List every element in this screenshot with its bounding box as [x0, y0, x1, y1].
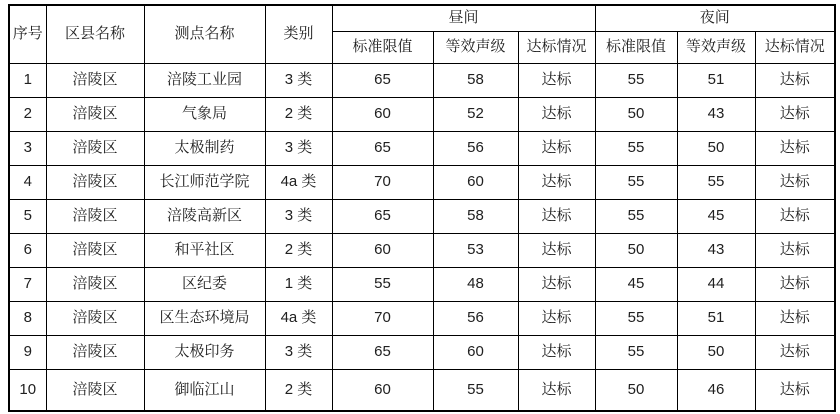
cell-category: 2 类	[265, 233, 332, 267]
cell-category: 2 类	[265, 369, 332, 411]
header-day-limit: 标准限值	[332, 31, 433, 63]
cell-day-limit: 65	[332, 199, 433, 233]
header-district: 区县名称	[46, 5, 144, 63]
header-day-status: 达标情况	[518, 31, 595, 63]
header-site: 测点名称	[144, 5, 265, 63]
cell-site: 太极制药	[144, 131, 265, 165]
cell-district: 涪陵区	[46, 63, 144, 97]
cell-night-leq: 44	[677, 267, 755, 301]
cell-night-leq: 51	[677, 63, 755, 97]
cell-day-limit: 55	[332, 267, 433, 301]
noise-monitoring-table	[8, 4, 836, 412]
header-daytime-group: 昼间	[332, 5, 595, 31]
cell-day-status: 达标	[518, 233, 595, 267]
cell-night-limit: 50	[595, 233, 677, 267]
cell-night-status: 达标	[755, 165, 835, 199]
cell-day-leq: 58	[433, 199, 518, 233]
cell-site: 涪陵高新区	[144, 199, 265, 233]
cell-night-status: 达标	[755, 267, 835, 301]
cell-day-status: 达标	[518, 199, 595, 233]
cell-site: 和平社区	[144, 233, 265, 267]
cell-night-leq: 43	[677, 233, 755, 267]
cell-day-limit: 65	[332, 63, 433, 97]
cell-night-limit: 55	[595, 199, 677, 233]
cell-day-limit: 60	[332, 97, 433, 131]
table-row	[9, 199, 835, 233]
cell-night-leq: 50	[677, 335, 755, 369]
cell-district: 涪陵区	[46, 335, 144, 369]
cell-site: 区纪委	[144, 267, 265, 301]
cell-day-leq: 58	[433, 63, 518, 97]
cell-night-status: 达标	[755, 301, 835, 335]
cell-serial: 1	[9, 63, 46, 97]
header-nighttime-group: 夜间	[595, 5, 835, 31]
table-header	[9, 5, 835, 63]
cell-day-limit: 70	[332, 301, 433, 335]
cell-site: 涪陵工业园	[144, 63, 265, 97]
cell-category: 3 类	[265, 131, 332, 165]
header-serial: 序号	[9, 5, 46, 63]
cell-day-limit: 65	[332, 335, 433, 369]
cell-serial: 4	[9, 165, 46, 199]
cell-category: 1 类	[265, 267, 332, 301]
cell-day-leq: 56	[433, 131, 518, 165]
cell-serial: 2	[9, 97, 46, 131]
cell-serial: 5	[9, 199, 46, 233]
header-day-leq: 等效声级	[433, 31, 518, 63]
cell-night-limit: 55	[595, 301, 677, 335]
cell-serial: 3	[9, 131, 46, 165]
cell-night-limit: 50	[595, 369, 677, 411]
cell-district: 涪陵区	[46, 97, 144, 131]
table-row	[9, 63, 835, 97]
table-row	[9, 267, 835, 301]
cell-district: 涪陵区	[46, 267, 144, 301]
cell-night-leq: 55	[677, 165, 755, 199]
cell-night-limit: 50	[595, 97, 677, 131]
cell-category: 2 类	[265, 97, 332, 131]
table-body	[9, 63, 835, 411]
cell-serial: 9	[9, 335, 46, 369]
cell-category: 4a 类	[265, 165, 332, 199]
cell-night-limit: 55	[595, 63, 677, 97]
cell-night-status: 达标	[755, 199, 835, 233]
cell-night-status: 达标	[755, 131, 835, 165]
cell-day-leq: 60	[433, 335, 518, 369]
cell-site: 太极印务	[144, 335, 265, 369]
cell-night-limit: 55	[595, 335, 677, 369]
cell-night-leq: 50	[677, 131, 755, 165]
cell-day-status: 达标	[518, 131, 595, 165]
cell-day-leq: 60	[433, 165, 518, 199]
cell-day-status: 达标	[518, 301, 595, 335]
cell-serial: 8	[9, 301, 46, 335]
cell-day-status: 达标	[518, 267, 595, 301]
cell-day-leq: 53	[433, 233, 518, 267]
cell-serial: 10	[9, 369, 46, 411]
cell-night-status: 达标	[755, 233, 835, 267]
cell-night-status: 达标	[755, 369, 835, 411]
cell-day-status: 达标	[518, 63, 595, 97]
cell-night-status: 达标	[755, 63, 835, 97]
cell-night-leq: 46	[677, 369, 755, 411]
cell-night-status: 达标	[755, 335, 835, 369]
cell-district: 涪陵区	[46, 165, 144, 199]
cell-night-limit: 45	[595, 267, 677, 301]
cell-night-leq: 43	[677, 97, 755, 131]
cell-night-status: 达标	[755, 97, 835, 131]
cell-district: 涪陵区	[46, 199, 144, 233]
cell-night-limit: 55	[595, 165, 677, 199]
table-row	[9, 131, 835, 165]
cell-day-status: 达标	[518, 335, 595, 369]
cell-day-leq: 48	[433, 267, 518, 301]
cell-serial: 6	[9, 233, 46, 267]
cell-site: 区生态环境局	[144, 301, 265, 335]
cell-day-leq: 52	[433, 97, 518, 131]
cell-site: 长江师范学院	[144, 165, 265, 199]
cell-day-leq: 55	[433, 369, 518, 411]
cell-site: 御临江山	[144, 369, 265, 411]
cell-district: 涪陵区	[46, 369, 144, 411]
table-row	[9, 233, 835, 267]
cell-category: 3 类	[265, 199, 332, 233]
cell-serial: 7	[9, 267, 46, 301]
cell-site: 气象局	[144, 97, 265, 131]
cell-district: 涪陵区	[46, 233, 144, 267]
cell-category: 3 类	[265, 63, 332, 97]
cell-day-leq: 56	[433, 301, 518, 335]
header-night-leq: 等效声级	[677, 31, 755, 63]
header-night-limit: 标准限值	[595, 31, 677, 63]
header-row-top	[9, 5, 835, 31]
cell-day-limit: 60	[332, 233, 433, 267]
cell-district: 涪陵区	[46, 131, 144, 165]
cell-day-status: 达标	[518, 165, 595, 199]
cell-day-limit: 65	[332, 131, 433, 165]
cell-district: 涪陵区	[46, 301, 144, 335]
cell-day-limit: 70	[332, 165, 433, 199]
cell-night-leq: 51	[677, 301, 755, 335]
header-night-status: 达标情况	[755, 31, 835, 63]
cell-day-limit: 60	[332, 369, 433, 411]
cell-category: 3 类	[265, 335, 332, 369]
table-row	[9, 369, 835, 411]
table-row	[9, 97, 835, 131]
table-row	[9, 165, 835, 199]
header-category: 类别	[265, 5, 332, 63]
cell-category: 4a 类	[265, 301, 332, 335]
cell-day-status: 达标	[518, 369, 595, 411]
cell-night-leq: 45	[677, 199, 755, 233]
cell-day-status: 达标	[518, 97, 595, 131]
table-row	[9, 301, 835, 335]
table-row	[9, 335, 835, 369]
cell-night-limit: 55	[595, 131, 677, 165]
